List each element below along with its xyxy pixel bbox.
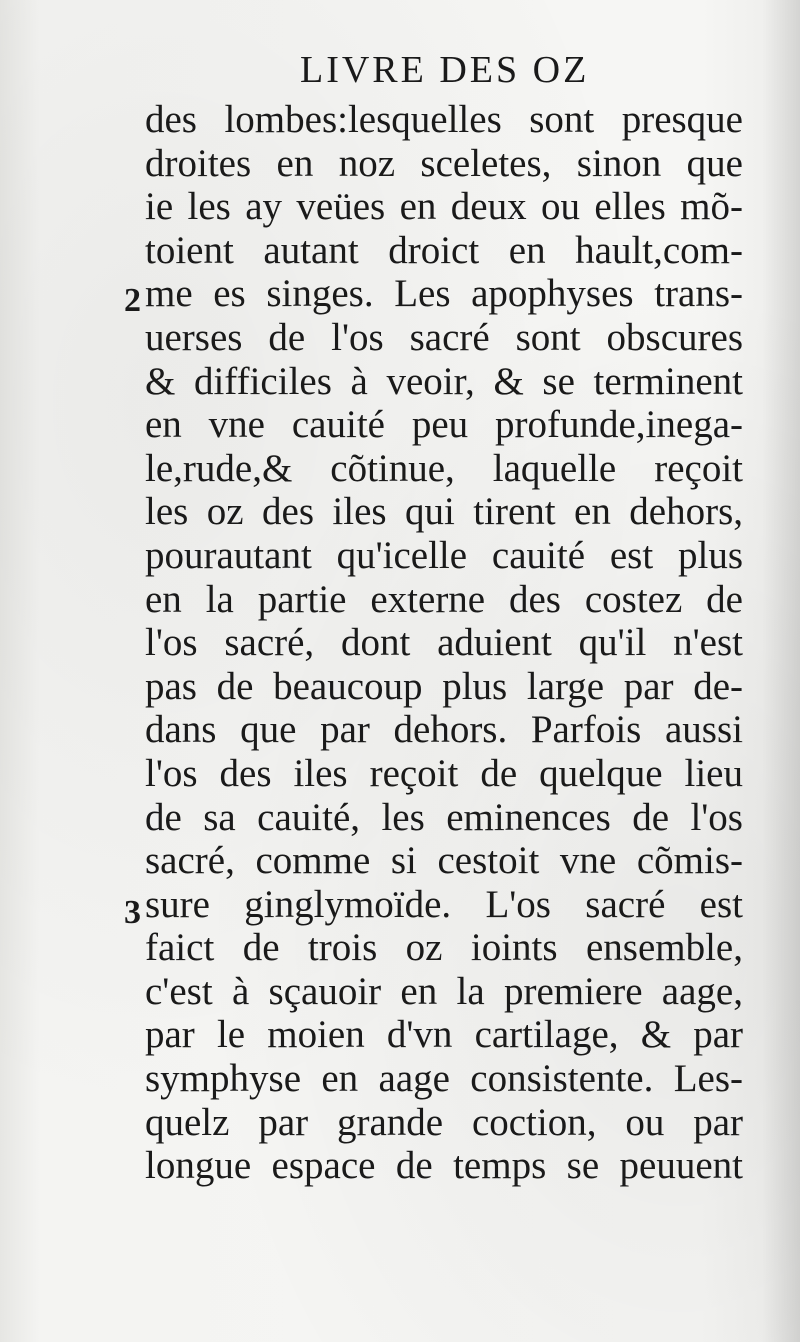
text-line-6: uerses de l'os sacré sont obscures (145, 315, 743, 359)
text-line-16: l'os des iles reçoit de quelque lieu (145, 751, 743, 795)
text-line-7: & difficiles à veoir, & se terminent (145, 359, 743, 403)
text-line-9: le,rude,& cõtinue, laquelle reçoit (145, 446, 743, 490)
running-head: LIVRE DES OZ (300, 49, 590, 91)
text-line-20: faict de trois oz ioints ensemble, (145, 926, 743, 970)
text-line-12: en la partie externe des costez de (145, 577, 743, 621)
margin-note-2: 2 (124, 282, 141, 319)
margin-note-3: 3 (124, 894, 141, 931)
text-line-1: des lombes:lesquelles sont presque (145, 98, 743, 141)
text-line-10: les oz des iles qui tirent en dehors, (145, 490, 743, 534)
text-line-15: dans que par dehors. Parfois aussi (145, 708, 743, 752)
body-text (145, 98, 743, 1188)
page-edge-shadow (762, 0, 800, 1342)
text-line-3: ie les ay veües en deux ou elles mõ- (145, 185, 743, 229)
text-line-14: pas de beaucoup plus large par de- (145, 664, 743, 708)
text-line-2: droites en noz sceletes, sinon que (145, 141, 743, 185)
text-line-4: toient autant droict en hault,com- (145, 228, 743, 272)
text-line-22: par le moien d'vn cartilage, & par (145, 1013, 743, 1057)
text-line-17: de sa cauité, les eminences de l'os (145, 795, 743, 839)
text-line-21: c'est à sçauoir en la premiere aage, (145, 969, 743, 1013)
text-line-8: en vne cauité peu profunde,inega- (145, 403, 743, 447)
text-line-13: l'os sacré, dont aduient qu'il n'est (145, 621, 743, 665)
text-line-11: pourautant qu'icelle cauité est plus (145, 533, 743, 577)
text-line-18: sacré, comme si cestoit vne cõmis- (145, 839, 743, 883)
text-line-19: sure ginglymoïde. L'os sacré est (145, 882, 743, 926)
text-line-24: quelz par grande coction, ou par (145, 1100, 743, 1144)
text-line-23: symphyse en aage consistente. Les- (145, 1057, 743, 1101)
text-line-5: me es singes. Les apophyses trans- (145, 272, 743, 316)
text-line-25: longue espace de temps se peuuent (145, 1144, 743, 1188)
